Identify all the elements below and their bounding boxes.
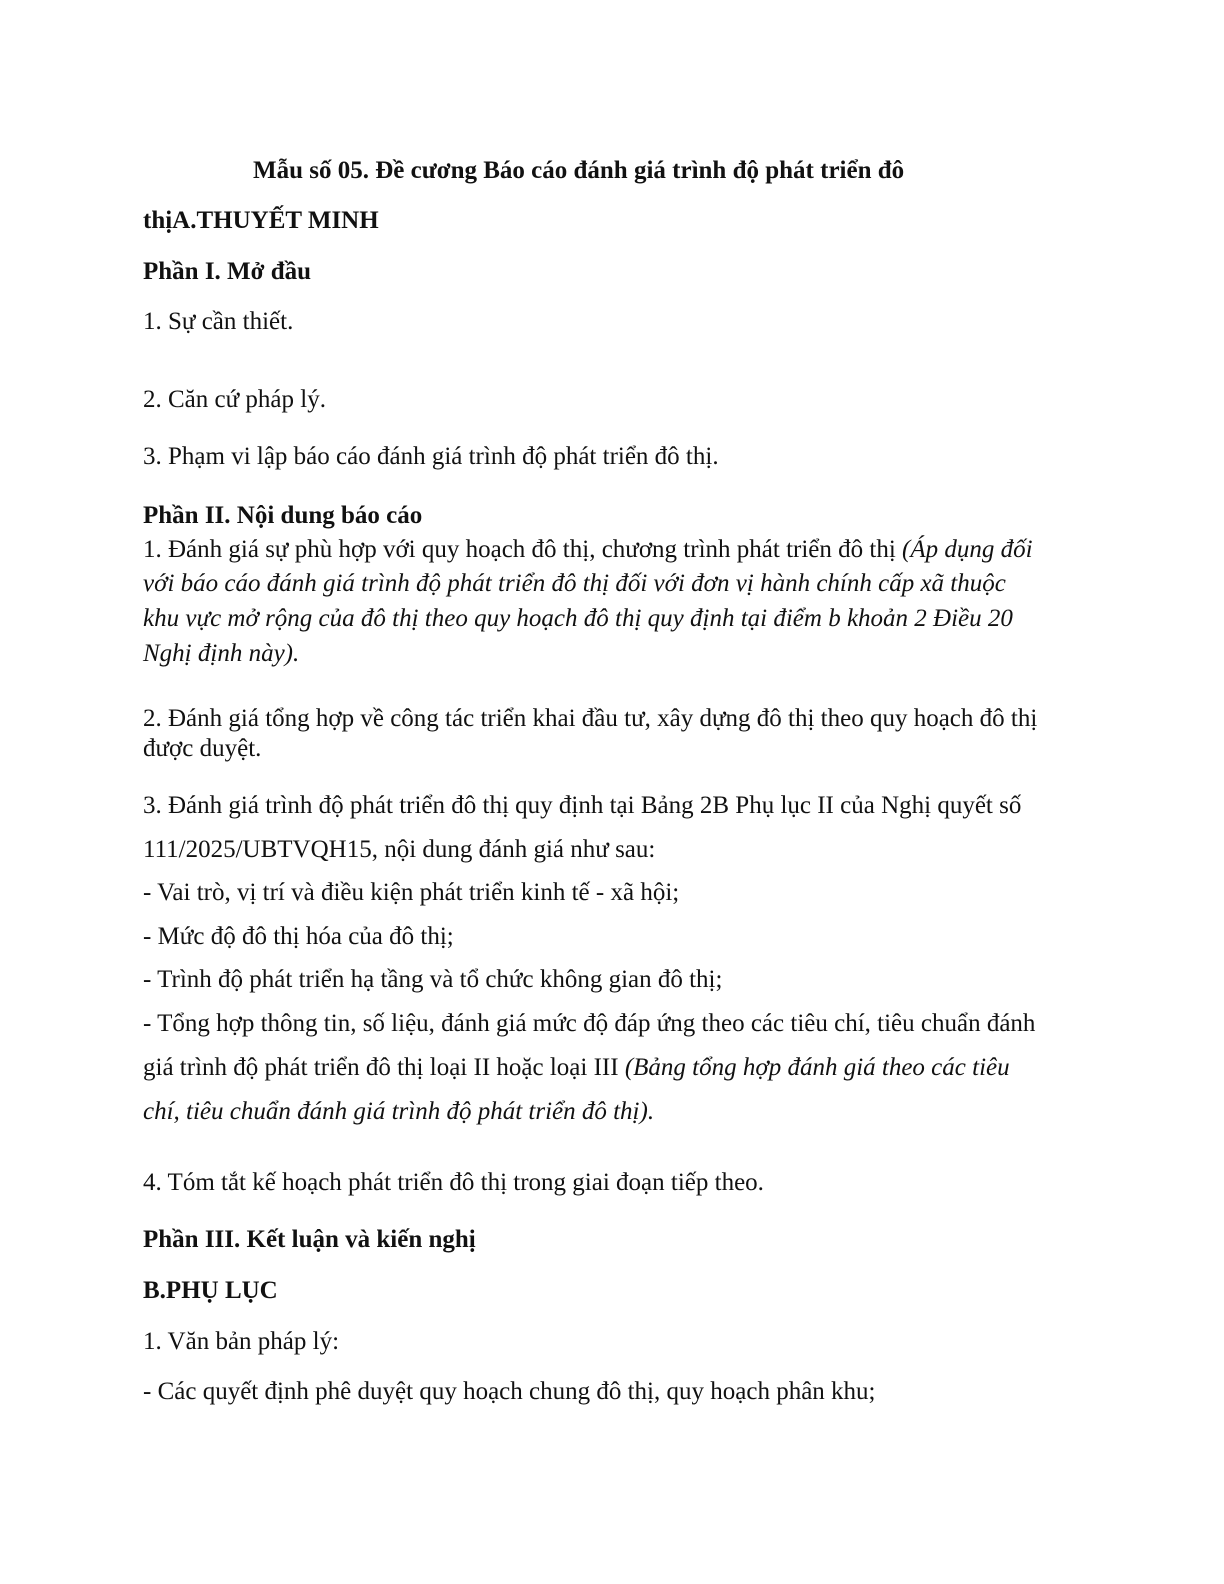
appendix-item-1: 1. Văn bản pháp lý: [143,1328,340,1355]
part1-item-3: 3. Phạm vi lập báo cáo đánh giá trình độ phát triển đô thị. [143,443,719,470]
part2-heading: Phần II. Nội dung báo cáo [143,502,423,529]
bullet-4-text: giá trình độ phát triển đô thị loại II hoặc loại III [143,1054,625,1081]
part2-item-1-line-1 [143,533,1033,567]
part2-item-3-bullet-1: - Vai trò, vị trí và điều kiện phát triển kinh tế - xã hội; [143,879,680,906]
part2-item-1-text: 1. Đánh giá sự phù hợp với quy hoạch đô thị, chương trình phát triển đô thị [143,536,903,563]
appendix-bullet-1: - Các quyết định phê duyệt quy hoạch chung đô thị, quy hoạch phân khu; [143,1378,876,1405]
part2-item-3-line-1: 3. Đánh giá trình độ phát triển đô thị quy định tại Bảng 2B Phụ lục II của Nghị quyết số [143,792,1022,819]
part2-item-1-note-start: (Áp dụng đối [902,536,1033,563]
part2-item-1-line-2: với báo cáo đánh giá trình độ phát triển đô thị đối với đơn vị hành chính cấp xã thuộc [143,570,1006,597]
part2-item-3-bullet-4: - Tổng hợp thông tin, số liệu, đánh giá mức độ đáp ứng theo các tiêu chí, tiêu chuẩn đánh [143,1010,1036,1037]
part2-item-3-bullet-4-line-2 [143,1051,1010,1085]
part2-item-2-line-2: được duyệt. [143,735,262,762]
part3-heading: Phần III. Kết luận và kiến nghị [143,1226,476,1253]
part2-item-2-line-1: 2. Đánh giá tổng hợp về công tác triển khai đầu tư, xây dựng đô thị theo quy hoạch đô thị [143,705,1038,732]
part2-item-3-line-2: 111/2025/UBTVQH15, nội dung đánh giá như sau: [143,836,656,863]
document-title-line-1: Mẫu số 05. Đề cương Báo cáo đánh giá trình độ phát triển đô [253,157,905,184]
part2-item-3-bullet-4-line-3: chí, tiêu chuẩn đánh giá trình độ phát triển đô thị). [143,1098,655,1125]
part1-item-2: 2. Căn cứ pháp lý. [143,386,326,413]
part1-heading: Phần I. Mở đầu [143,258,312,285]
part2-item-1-line-4: Nghị định này). [143,640,300,667]
appendix-heading: B.PHỤ LỤC [143,1277,278,1304]
bullet-4-note-start: (Bảng tổng hợp đánh giá theo các tiêu [624,1054,1010,1081]
part2-item-3-bullet-2: - Mức độ đô thị hóa của đô thị; [143,923,454,950]
part1-item-1: 1. Sự cần thiết. [143,308,294,335]
part2-item-3-bullet-3: - Trình độ phát triển hạ tầng và tổ chức không gian đô thị; [143,966,723,993]
document-title-line-2: thịA.THUYẾT MINH [143,207,379,234]
part2-item-4: 4. Tóm tắt kế hoạch phát triển đô thị trong giai đoạn tiếp theo. [143,1169,764,1196]
part2-item-1-line-3: khu vực mở rộng của đô thị theo quy hoạch đô thị quy định tại điểm b khoản 2 Điều 20 [143,605,1013,632]
